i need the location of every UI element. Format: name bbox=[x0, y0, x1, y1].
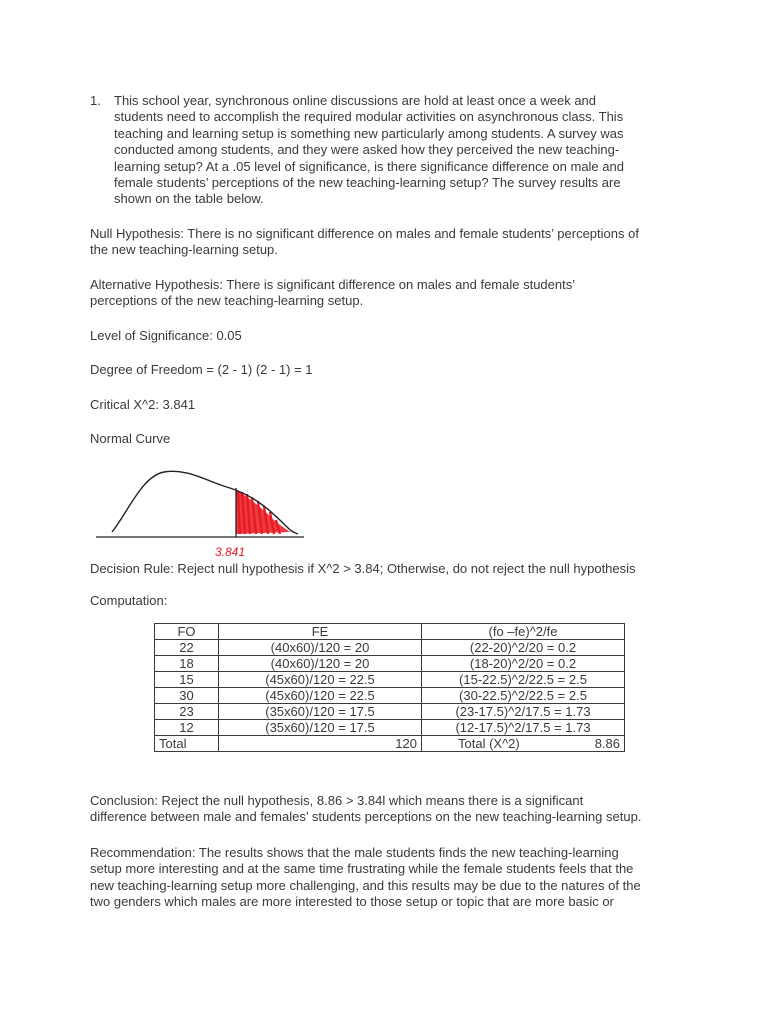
table-row bbox=[155, 720, 625, 736]
normal-curve-title: Normal Curve bbox=[90, 431, 171, 446]
table-total-row bbox=[155, 736, 625, 752]
total-chi-value: 8.86 bbox=[594, 736, 620, 751]
recommendation-line: Recommendation: The results shows that the male students finds the new teaching-learning bbox=[90, 845, 619, 860]
table-row bbox=[155, 672, 625, 688]
cell-fo: 30 bbox=[155, 688, 219, 704]
total-chi-cell bbox=[422, 736, 625, 752]
question-line: learning setup? At a .05 level of significance, is there significance difference on male and bbox=[114, 158, 624, 174]
cell-chi: (30-22.5)^2/22.5 = 2.5 bbox=[422, 688, 625, 704]
question-line: students need to accomplish the required modular activities on asynchronous class. This bbox=[114, 109, 624, 125]
cell-chi: (23-17.5)^2/17.5 = 1.73 bbox=[422, 704, 625, 720]
conclusion bbox=[90, 793, 710, 826]
total-label: Total bbox=[155, 736, 219, 752]
conclusion-line: Conclusion: Reject the null hypothesis, 8.86 > 3.84l which means there is a significant bbox=[90, 793, 584, 808]
cell-fo: 23 bbox=[155, 704, 219, 720]
alternative-hypothesis-line: perceptions of the new teaching-learning setup. bbox=[90, 293, 364, 309]
recommendation bbox=[90, 845, 710, 911]
recommendation-line: setup more interesting and at the same time frustrating while the female students feels that the bbox=[90, 861, 634, 877]
degree-of-freedom: Degree of Freedom = (2 - 1) (2 - 1) = 1 bbox=[90, 362, 313, 377]
cell-chi: (18-20)^2/20 = 0.2 bbox=[422, 656, 625, 672]
cell-fe: (40x60)/120 = 20 bbox=[219, 656, 422, 672]
cell-chi: (12-17.5)^2/17.5 = 1.73 bbox=[422, 720, 625, 736]
cell-fe: (40x60)/120 = 20 bbox=[219, 640, 422, 656]
table-row bbox=[155, 640, 625, 656]
cell-fo: 22 bbox=[155, 640, 219, 656]
critical-value-annotation: 3.841 bbox=[215, 545, 246, 559]
header-chi: (fo –fe)^2/fe bbox=[422, 624, 625, 640]
normal-curve-sketch bbox=[90, 464, 330, 564]
cell-fe: (35x60)/120 = 17.5 bbox=[219, 704, 422, 720]
question-line: This school year, synchronous online discussions are hold at least once a week and bbox=[114, 93, 597, 108]
computation-table bbox=[154, 623, 625, 752]
recommendation-line: two genders which males are more interested to those setup or topic that are more basic or bbox=[90, 894, 614, 910]
question-line: shown on the table below. bbox=[114, 191, 264, 207]
cell-chi: (22-20)^2/20 = 0.2 bbox=[422, 640, 625, 656]
cell-fo: 15 bbox=[155, 672, 219, 688]
table-row bbox=[155, 656, 625, 672]
cell-fe: (45x60)/120 = 22.5 bbox=[219, 672, 422, 688]
table-row bbox=[155, 688, 625, 704]
null-hypothesis-line: Null Hypothesis: There is no significant difference on males and female students’ perceptions of bbox=[90, 226, 639, 241]
question-text bbox=[114, 93, 684, 208]
alternative-hypothesis bbox=[90, 277, 690, 310]
shaded-rejection-region bbox=[236, 490, 290, 534]
cell-fe: (45x60)/120 = 22.5 bbox=[219, 688, 422, 704]
recommendation-line: new teaching-learning setup more challenging, and this results may be due to the natures of the bbox=[90, 877, 641, 893]
null-hypothesis bbox=[90, 226, 690, 259]
conclusion-line: difference between male and females’ students perceptions on the new teaching-learning setup. bbox=[90, 809, 642, 825]
critical-value: Critical X^2: 3.841 bbox=[90, 397, 196, 412]
header-fo: FO bbox=[155, 624, 219, 640]
question-line: conducted among students, and they were asked how they perceived the new teaching- bbox=[114, 142, 620, 158]
cell-fo: 12 bbox=[155, 720, 219, 736]
null-hypothesis-line: the new teaching-learning setup. bbox=[90, 242, 278, 258]
computation-label: Computation: bbox=[90, 593, 168, 608]
header-fe: FE bbox=[219, 624, 422, 640]
total-fe: 120 bbox=[219, 736, 422, 752]
alternative-hypothesis-line: Alternative Hypothesis: There is significant difference on males and female students’ bbox=[90, 277, 576, 292]
total-chi-label: Total (X^2) bbox=[458, 736, 520, 751]
cell-fe: (35x60)/120 = 17.5 bbox=[219, 720, 422, 736]
question-line: teaching and learning setup is something new particularly among students. A survey was bbox=[114, 125, 624, 141]
table-header-row bbox=[155, 624, 625, 640]
table-row bbox=[155, 704, 625, 720]
decision-rule: Decision Rule: Reject null hypothesis if X^2 > 3.84; Otherwise, do not reject the null hypothesis bbox=[90, 561, 636, 576]
question-number: 1. bbox=[90, 93, 101, 108]
cell-fo: 18 bbox=[155, 656, 219, 672]
cell-chi: (15-22.5)^2/22.5 = 2.5 bbox=[422, 672, 625, 688]
level-of-significance: Level of Significance: 0.05 bbox=[90, 328, 242, 343]
question-line: female students’ perceptions of the new teaching-learning setup? The survey results are bbox=[114, 175, 621, 191]
